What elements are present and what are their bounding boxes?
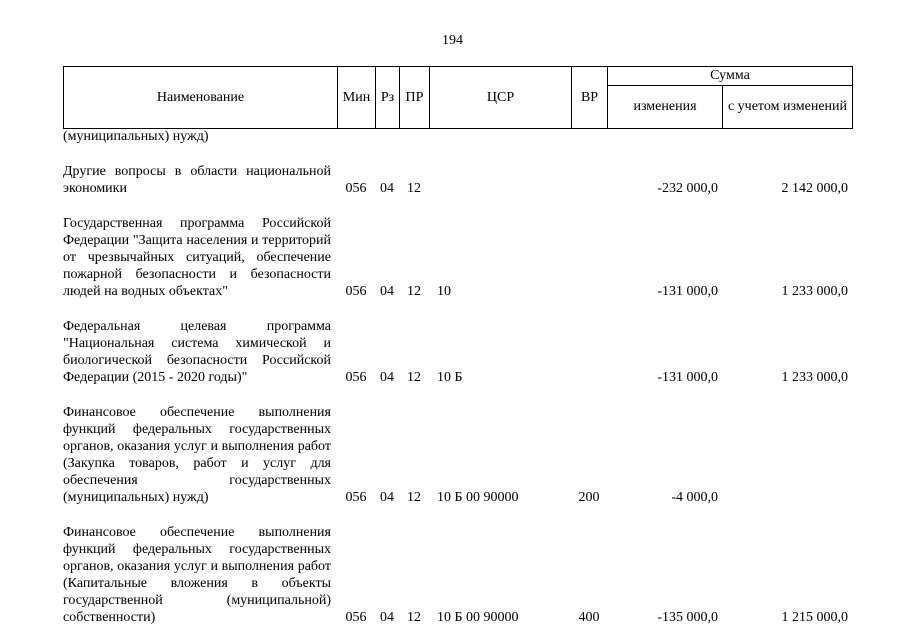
header-name: Наименование bbox=[64, 67, 338, 129]
cell-pr: 12 bbox=[407, 370, 421, 385]
cell-vr bbox=[571, 163, 607, 197]
cell-name: (муниципальных) нужд) bbox=[63, 129, 209, 144]
cell-vr: 400 bbox=[578, 610, 600, 625]
cell-change: -4 000,0 bbox=[671, 490, 718, 505]
cell-with-change: 2 142 000,0 bbox=[781, 181, 848, 196]
cell-vr bbox=[571, 128, 607, 145]
table-row bbox=[63, 404, 852, 506]
row-spacer bbox=[63, 386, 852, 404]
header-change: изменения bbox=[608, 86, 723, 129]
table-row bbox=[63, 163, 852, 197]
cell-min bbox=[337, 128, 375, 145]
cell-pr bbox=[399, 128, 429, 145]
cell-change: -135 000,0 bbox=[657, 610, 718, 625]
cell-name: Федеральная целевая программа "Национальная система химической и биологической безопасности Российской Федерации (2015 - 2020 годы)" bbox=[63, 319, 331, 385]
cell-rz bbox=[375, 128, 399, 145]
cell-csr: 10 bbox=[437, 284, 451, 299]
table-row bbox=[63, 128, 852, 145]
cell-pr: 12 bbox=[407, 610, 421, 625]
table-row bbox=[63, 215, 852, 300]
cell-min: 056 bbox=[345, 181, 367, 196]
cell-with-change bbox=[722, 128, 852, 145]
cell-change: -232 000,0 bbox=[657, 181, 718, 196]
cell-csr bbox=[429, 163, 571, 197]
header-with-change: с учетом изменений bbox=[723, 86, 853, 129]
cell-with-change: 1 233 000,0 bbox=[781, 284, 848, 299]
cell-with-change: 1 215 000,0 bbox=[781, 610, 848, 625]
row-spacer bbox=[63, 300, 852, 318]
cell-with-change bbox=[722, 404, 852, 506]
cell-min: 056 bbox=[345, 370, 367, 385]
table-body bbox=[63, 128, 852, 626]
cell-vr bbox=[571, 215, 607, 300]
cell-name: Другие вопросы в области национальной экономики bbox=[63, 164, 331, 196]
cell-vr bbox=[571, 318, 607, 386]
cell-csr bbox=[429, 128, 571, 145]
table-row bbox=[63, 318, 852, 386]
cell-change bbox=[607, 128, 722, 145]
cell-change: -131 000,0 bbox=[657, 284, 718, 299]
cell-csr: 10 Б 00 90000 bbox=[437, 490, 519, 505]
table-header bbox=[63, 66, 853, 129]
row-spacer bbox=[63, 506, 852, 524]
header-rz: Рз bbox=[376, 67, 400, 129]
cell-vr: 200 bbox=[578, 490, 600, 505]
cell-rz: 04 bbox=[380, 370, 394, 385]
cell-with-change: 1 233 000,0 bbox=[781, 370, 848, 385]
cell-csr: 10 Б 00 90000 bbox=[437, 610, 519, 625]
row-spacer bbox=[63, 145, 852, 163]
cell-min: 056 bbox=[345, 284, 367, 299]
cell-pr: 12 bbox=[407, 284, 421, 299]
page-number: 194 bbox=[442, 33, 463, 48]
cell-pr: 12 bbox=[407, 181, 421, 196]
cell-min: 056 bbox=[345, 610, 367, 625]
header-sum: Сумма bbox=[608, 67, 853, 86]
cell-rz: 04 bbox=[380, 181, 394, 196]
cell-min: 056 bbox=[345, 490, 367, 505]
table-row bbox=[63, 524, 852, 626]
cell-change: -131 000,0 bbox=[657, 370, 718, 385]
row-spacer bbox=[63, 197, 852, 215]
header-pr: ПР bbox=[400, 67, 430, 129]
cell-csr: 10 Б bbox=[437, 370, 463, 385]
header-csr: ЦСР bbox=[430, 67, 572, 129]
header-vr: ВР bbox=[572, 67, 608, 129]
cell-rz: 04 bbox=[380, 284, 394, 299]
cell-pr: 12 bbox=[407, 490, 421, 505]
cell-name: Финансовое обеспечение выполнения функций федеральных государственных органов, оказания услуг и выполнения работ (Закупка товаров, работ и услуг для обеспечения государственных (муниципальных) нужд) bbox=[63, 405, 331, 505]
header-min: Мин bbox=[338, 67, 376, 129]
cell-rz: 04 bbox=[380, 610, 394, 625]
cell-rz: 04 bbox=[380, 490, 394, 505]
cell-name: Финансовое обеспечение выполнения функций федеральных государственных органов, оказания услуг и выполнения работ (Капитальные вложения в объекты государственной (муниципальной) собственности) bbox=[63, 525, 331, 625]
cell-name: Государственная программа Российской Федерации "Защита населения и территорий от чрезвычайных ситуаций, обеспечение пожарной безопасности и безопасности людей на водных объектах" bbox=[63, 216, 331, 299]
